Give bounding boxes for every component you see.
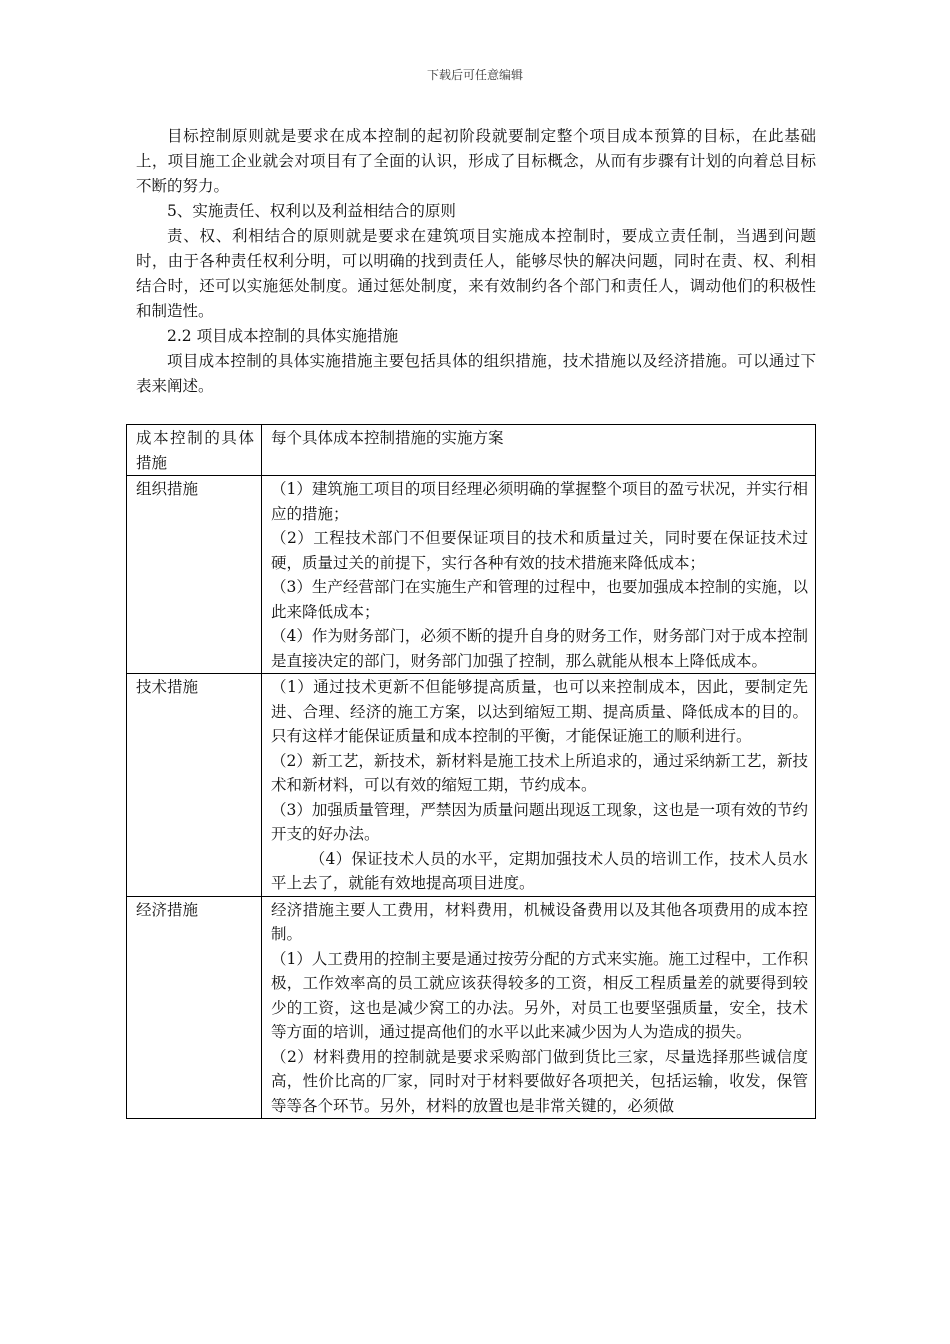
table-header-plan: 每个具体成本控制措施的实施方案 — [262, 425, 816, 476]
plan-item: （2）工程技术部门不但要保证项目的技术和质量过关，同时要在保证技术过硬，质量过关的前提下，实行各种有效的技术措施来降低成本； — [271, 529, 808, 572]
heading-responsibility-principle: 5、实施责任、权利以及利益相结合的原则 — [167, 202, 456, 220]
table-cell-measure: 经济措施 — [127, 896, 262, 1119]
table-row — [127, 476, 816, 674]
table-cell-measure: 组织措施 — [127, 476, 262, 674]
paragraph-target-control: 目标控制原则就是要求在成本控制的起初阶段就要制定整个项目成本预算的目标，在此基础上，项目施工企业就会对项目有了全面的认识，形成了目标概念，从而有步骤有计划的向着总目标不断的努力。 — [136, 127, 816, 195]
table-header-measure: 成本控制的具体措施 — [127, 425, 262, 476]
table-row — [127, 896, 816, 1119]
plan-item: （1）建筑施工项目的项目经理必须明确的掌握整个项目的盈亏状况，并实行相应的措施； — [271, 480, 808, 523]
paragraph-measures-intro: 项目成本控制的具体实施措施主要包括具体的组织措施，技术措施以及经济措施。可以通过下表来阐述。 — [136, 352, 816, 395]
table-cell-measure: 技术措施 — [127, 674, 262, 897]
paragraph-responsibility-principle: 责、权、利相结合的原则就是要求在建筑项目实施成本控制时，要成立责任制，当遇到问题时，由于各种责任权利分明，可以明确的找到责任人，能够尽快的解决问题，同时在责、权、利相结合时，还可以实施惩处制度。通过惩处制度，来有效制约各个部门和责任人，调动他们的积极性和制造性。 — [136, 227, 816, 320]
plan-item: （2）材料费用的控制就是要求采购部门做到货比三家，尽量选择那些诚信度高，性价比高的厂家，同时对于材料要做好各项把关，包括运输，收发，保管等等各个环节。另外，材料的放置也是非常关键的，必须做 — [271, 1047, 808, 1115]
plan-item: （3）生产经营部门在实施生产和管理的过程中，也要加强成本控制的实施，以此来降低成本； — [271, 578, 808, 621]
plan-item: （2）新工艺，新技术，新材料是施工技术上所追求的，通过采纳新工艺，新技术和新材料，可以有效的缩短工期，节约成本。 — [271, 751, 808, 794]
table-cell-plan — [262, 674, 816, 897]
table-cell-plan — [262, 896, 816, 1119]
plan-item: （1）通过技术更新不但能够提高质量，也可以来控制成本，因此，要制定先进、合理、经济的施工方案，以达到缩短工期、提高质量、降低成本的目的。只有这样才能保证质量和成本控制的平衡，才能保证施工的顺利进行。 — [271, 678, 808, 745]
plan-item: （4）作为财务部门，必须不断的提升自身的财务工作，财务部门对于成本控制是直接决定的部门，财务部门加强了控制，那么就能从根本上降低成本。 — [271, 627, 808, 670]
body-text — [136, 124, 816, 399]
heading-section-2-2: 2.2 项目成本控制的具体实施措施 — [167, 327, 399, 345]
page-header: 下载后可任意编辑 — [426, 68, 523, 82]
plan-item: （4）保证技术人员的水平，定期加强技术人员的培训工作，技术人员水平上去了，就能有效地提高项目进度。 — [271, 849, 808, 892]
table-header-row — [127, 425, 816, 476]
cost-control-measures-table — [126, 424, 816, 1119]
plan-item: （1）人工费用的控制主要是通过按劳分配的方式来实施。施工过程中，工作积极，工作效率高的员工就应该获得较多的工资，相反工程质量差的就要得到较少的工资，这也是减少窝工的办法。另外，对员工也要坚强质量，安全，技术等方面的培训，通过提高他们的水平以此来减少因为人为造成的损失。 — [271, 949, 808, 1041]
table-row — [127, 674, 816, 897]
table-cell-plan — [262, 476, 816, 674]
plan-item: （3）加强质量管理，严禁因为质量问题出现返工现象，这也是一项有效的节约开支的好办法。 — [271, 800, 808, 843]
plan-item: 经济措施主要人工费用，材料费用，机械设备费用以及其他各项费用的成本控制。 — [271, 900, 808, 943]
